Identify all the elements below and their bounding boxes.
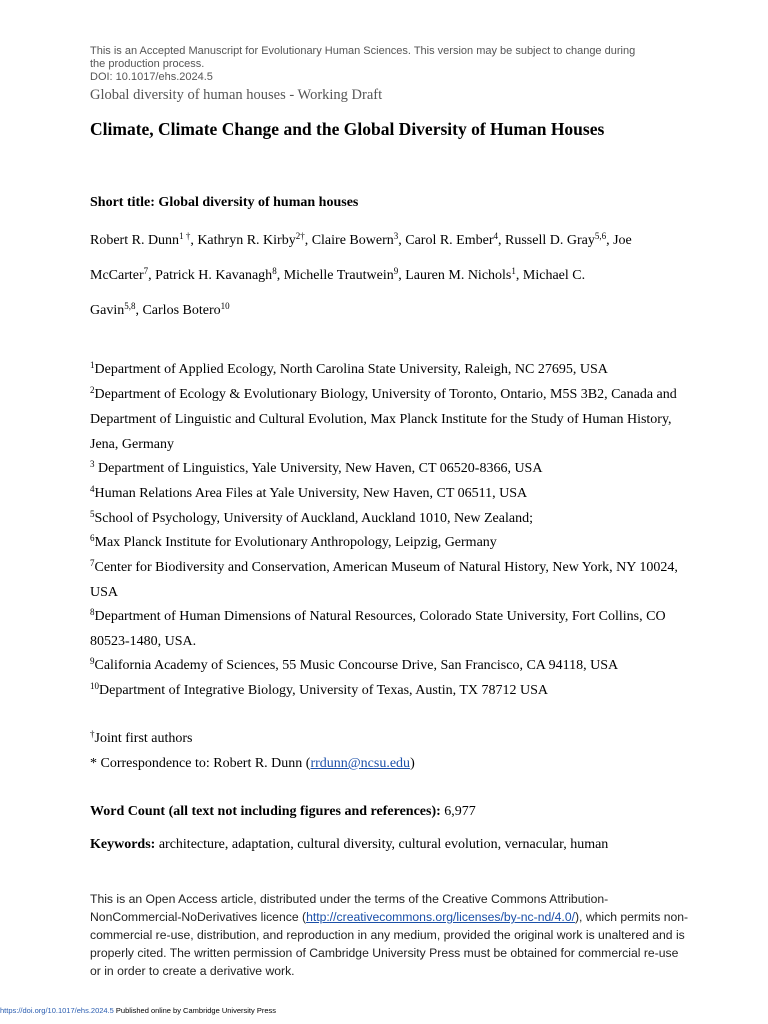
affiliation-text: USA <box>90 585 119 600</box>
open-access-statement <box>90 890 690 980</box>
affiliation-number: 2 <box>90 385 95 395</box>
word-count-value: 6,977 <box>440 804 476 819</box>
notice-doi: DOI: 10.1017/ehs.2024.5 <box>90 71 213 83</box>
affiliation-line <box>90 609 666 625</box>
author-affiliation-mark: 4 <box>493 231 498 241</box>
author-affiliation-mark: 8 <box>272 266 277 276</box>
author-name: Carol R. Ember <box>405 233 494 248</box>
affiliation-text: Department of Applied Ecology, North Carolina State University, Raleigh, NC 27695, USA <box>94 362 608 377</box>
author-name: Patrick H. Kavanagh <box>155 268 273 283</box>
author-name: Robert R. Dunn <box>90 233 180 248</box>
author-separator: , <box>148 268 156 283</box>
running-header: Global diversity of human houses - Working Draft <box>90 87 383 103</box>
author-name: Kathryn R. Kirby <box>197 233 296 248</box>
affiliation-text: Department of Ecology & Evolutionary Biology, University of Toronto, Ontario, M5S 3B2, Canada and <box>94 387 677 402</box>
correspondence-prefix: * Correspondence to: Robert R. Dunn ( <box>90 756 311 771</box>
notice-line-1: This is an Accepted Manuscript for Evolutionary Human Sciences. This version may be subject to change during <box>90 45 636 57</box>
author-separator: , Michael C. <box>515 268 586 283</box>
author-separator: , <box>135 303 143 318</box>
affiliation-number: 6 <box>90 533 95 543</box>
affiliation-line <box>90 585 118 601</box>
open-access-text-before: This is an Open Access article, distributed under the terms of the Creative Commons Attribution-NonCommercial-NoDerivatives licence ( <box>90 892 609 924</box>
dagger-mark: † <box>90 729 95 739</box>
author-separator: , <box>498 233 505 248</box>
keywords-line <box>90 837 608 853</box>
affiliation-text: Department of Linguistic and Cultural Evolution, Max Planck Institute for the Study of Human History, <box>90 412 672 427</box>
affiliation-text: Department of Integrative Biology, University of Texas, Austin, TX 78712 USA <box>99 683 549 698</box>
affiliation-text: Center for Biodiversity and Conservation, American Museum of Natural History, New York, NY 10024, <box>94 560 678 575</box>
author-name: Claire Bowern <box>311 233 394 248</box>
affiliation-text: California Academy of Sciences, 55 Music Concourse Drive, San Francisco, CA 94118, USA <box>94 658 619 673</box>
word-count-label: Word Count (all text not including figures and references): <box>90 804 441 819</box>
affiliation-line <box>90 683 548 699</box>
author-affiliation-mark: 1 † <box>179 231 191 241</box>
authors-line-2 <box>90 268 585 284</box>
author-separator: , <box>304 233 312 248</box>
affiliation-text: 80523-1480, USA. <box>90 634 197 649</box>
affiliation-line <box>90 387 677 403</box>
affiliation-text: School of Psychology, University of Auckland, Auckland 1010, New Zealand; <box>94 511 533 526</box>
author-separator: , Joe <box>606 233 632 248</box>
affiliation-line <box>90 461 542 477</box>
author-affiliation-mark: 5,6 <box>594 231 607 241</box>
affiliation-number: 4 <box>90 484 95 494</box>
correspondence-line <box>90 756 415 772</box>
authors-line-1 <box>90 233 632 249</box>
author-name: McCarter <box>90 268 144 283</box>
keywords-value: architecture, adaptation, cultural diversity, cultural evolution, vernacular, human <box>155 837 609 852</box>
manuscript-notice <box>90 45 690 84</box>
affiliation-number: 10 <box>90 681 99 691</box>
author-affiliation-mark: 1 <box>511 266 516 276</box>
joint-authors-text: Joint first authors <box>94 731 193 746</box>
email-link[interactable]: rrdunn@ncsu.edu <box>310 756 411 771</box>
short-title: Short title: Global diversity of human houses <box>90 195 359 210</box>
affiliation-line <box>90 535 497 551</box>
affiliation-number: 3 <box>90 459 95 469</box>
author-affiliation-mark: 2† <box>295 231 305 241</box>
affiliation-number: 9 <box>90 656 95 666</box>
author-affiliation-mark: 9 <box>393 266 399 276</box>
affiliation-line <box>90 511 533 527</box>
author-separator: , <box>190 233 198 248</box>
affiliation-line <box>90 486 527 502</box>
authors-line-3 <box>90 303 230 319</box>
paper-title: Climate, Climate Change and the Global Diversity of Human Houses <box>90 119 605 139</box>
affiliation-line <box>90 560 678 576</box>
author-affiliation-mark: 7 <box>143 266 149 276</box>
affiliation-text: Department of Human Dimensions of Natural Resources, Colorado State University, Fort Collins, CO <box>94 609 666 624</box>
affiliation-text: Jena, Germany <box>90 437 174 452</box>
footer-text: Published online by Cambridge University Press <box>113 1006 277 1015</box>
affiliation-number: 8 <box>90 607 95 617</box>
author-separator: , <box>276 268 284 283</box>
affiliation-line <box>90 658 618 674</box>
affiliation-number: 5 <box>90 509 95 519</box>
author-name: Russell D. Gray <box>505 233 595 248</box>
affiliation-text: Max Planck Institute for Evolutionary Anthropology, Leipzig, Germany <box>94 535 497 550</box>
affiliation-line <box>90 634 196 650</box>
license-link[interactable]: http://creativecommons.org/licenses/by-nc-nd/4.0/ <box>306 910 575 924</box>
affiliation-number: 7 <box>90 558 95 568</box>
author-separator: , <box>398 268 406 283</box>
affiliation-text: Department of Linguistics, Yale University, New Haven, CT 06520-8366, USA <box>94 461 543 476</box>
author-name: Gavin <box>90 303 125 318</box>
author-affiliation-mark: 10 <box>220 301 230 311</box>
open-access-text-after: ), which permits non-commercial re-use, distribution, and reproduction in any medium, provided the original work is unaltered and is properly cited. The written permission of Cambridge University Press must be obtained for commercial re-use or in order to create a derivative work. <box>90 910 689 978</box>
author-separator: , <box>398 233 406 248</box>
author-name: Carlos Botero <box>142 303 221 318</box>
author-affiliation-mark: 5,8 <box>124 301 136 311</box>
page-footer <box>0 1006 276 1015</box>
notice-line-2: the production process. <box>90 58 205 70</box>
author-name: Lauren M. Nichols <box>405 268 512 283</box>
footer-doi-link[interactable]: https://doi.org/10.1017/ehs.2024.5 <box>0 1006 114 1015</box>
author-affiliation-mark: 3 <box>393 231 399 241</box>
affiliation-number: 1 <box>90 360 95 370</box>
affiliation-text: Human Relations Area Files at Yale University, New Haven, CT 06511, USA <box>94 486 528 501</box>
affiliation-line <box>90 437 174 453</box>
affiliation-line <box>90 362 608 378</box>
author-name: Michelle Trautwein <box>283 268 394 283</box>
affiliation-line <box>90 412 672 428</box>
word-count-line <box>90 804 476 820</box>
correspondence-suffix: ) <box>410 756 415 771</box>
joint-first-authors-note <box>90 731 193 747</box>
keywords-label: Keywords: <box>90 837 156 852</box>
